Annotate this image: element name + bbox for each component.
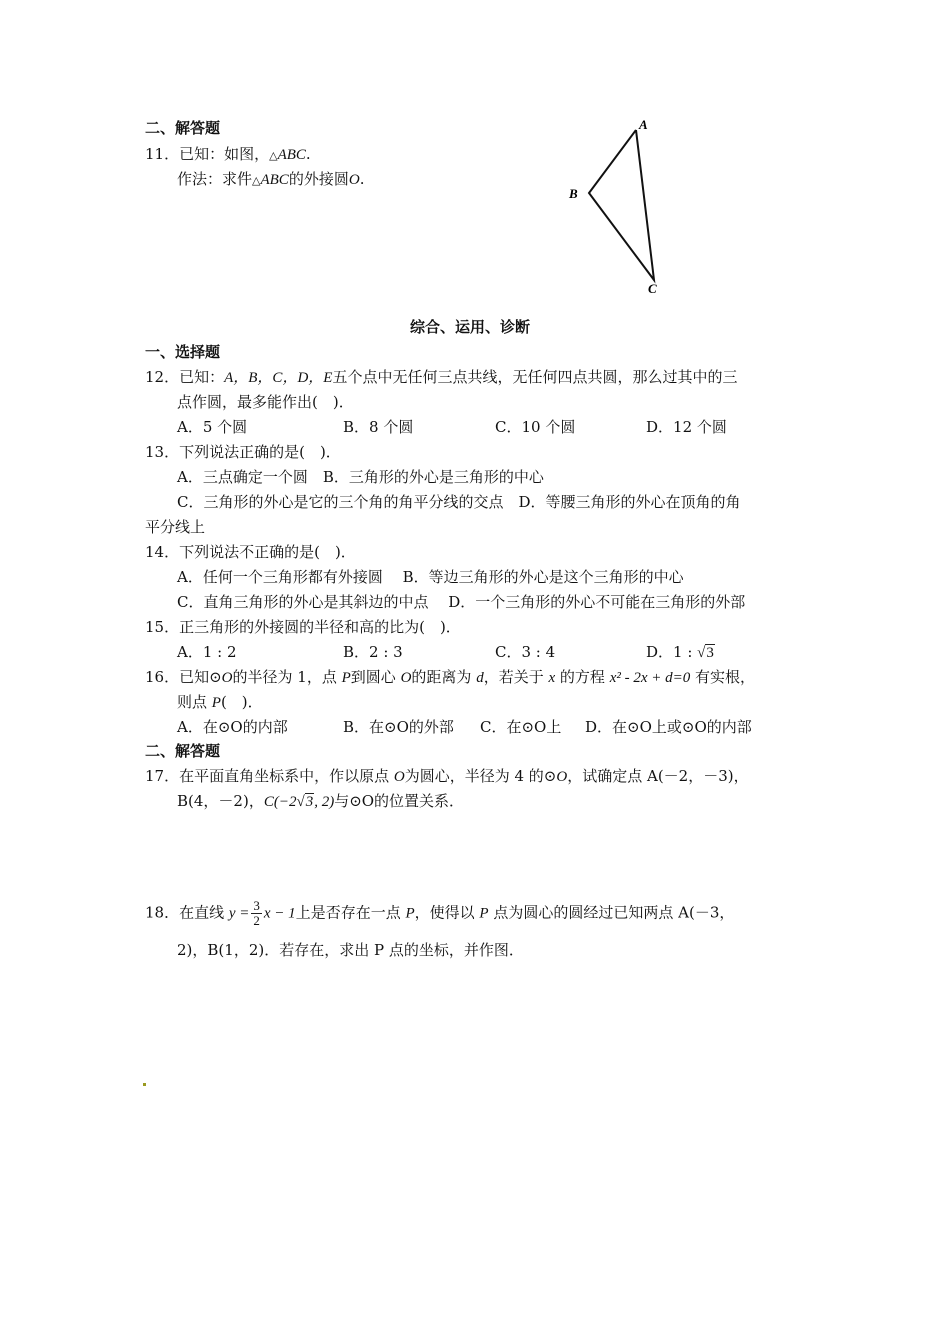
- point-c: C(−2√3, 2): [263, 794, 335, 810]
- variable: d: [476, 670, 484, 686]
- point-name: P: [341, 670, 351, 686]
- point-b: B(4，－2)，: [177, 792, 264, 810]
- question-15-option-c: C．3 : 4: [495, 643, 556, 661]
- text: 下列说法正确的是( )．: [179, 443, 341, 461]
- question-15-option-d: [646, 641, 715, 664]
- question-18-line-1: [145, 899, 734, 928]
- section-heading-answer: 二、解答题: [145, 119, 221, 137]
- text: 则点: [177, 693, 212, 711]
- text: ，试确定点: [567, 767, 647, 785]
- circle-name: O: [400, 670, 412, 686]
- question-16-option-c: C．在⊙O上: [480, 718, 562, 736]
- text: 五个点中无任何三点共线，无任何四点共圆，那么过其中的三: [332, 368, 738, 386]
- text: 下列说法不正确的是( )．: [179, 543, 356, 561]
- equation: x² - 2x + d=0: [609, 670, 691, 686]
- text: ，若关于: [483, 668, 549, 686]
- question-15-option-b: B．2 : 3: [343, 643, 403, 661]
- radicand: 3: [305, 794, 314, 810]
- text: 作法：求件: [177, 170, 253, 188]
- text: D．1 :: [646, 643, 698, 661]
- triangle-abc-figure: [560, 110, 680, 300]
- question-14-stem: [145, 541, 356, 563]
- section-title: 综合、运用、诊断: [410, 318, 531, 336]
- numerator: 3: [253, 898, 260, 913]
- vertex-label-b: B: [569, 186, 578, 201]
- point-names: A，B，C，D，E: [224, 370, 333, 386]
- circle-name: O: [348, 172, 360, 188]
- equation-lhs: y =: [228, 905, 250, 922]
- question-number: 14．: [145, 543, 180, 561]
- equation-rhs: x − 1: [263, 905, 296, 922]
- text: 有实根，: [690, 668, 756, 686]
- triangle-symbol: △: [252, 174, 261, 187]
- text: 已知：如图，: [179, 145, 270, 163]
- question-16-line-1: [145, 666, 755, 689]
- question-16-line-2: [177, 691, 263, 714]
- text: 已知⊙: [179, 668, 222, 686]
- question-13-options-ab: A．三点确定一个圆 B．三角形的外心是三角形的中心: [177, 468, 544, 486]
- text: ，使得以: [414, 903, 480, 922]
- triangle-symbol: △: [269, 149, 278, 162]
- text: 的半径为 1，点: [232, 668, 342, 686]
- question-14-options-cd: C．直角三角形的外心是其斜边的中点 D．一个三角形的外心不可能在三角形的外部: [177, 593, 746, 611]
- question-15-stem: [145, 616, 461, 638]
- question-15-option-a: A．1 : 2: [177, 643, 237, 661]
- question-16-option-d: D．在⊙O上或⊙O的内部: [585, 718, 752, 736]
- question-13-options-cont: 平分线上: [145, 518, 206, 536]
- text: 为圆心，半径为 4 的⊙: [404, 767, 557, 785]
- vertex-label-a: A: [639, 117, 648, 132]
- point-name: P: [405, 905, 415, 922]
- question-18-line-2: 2)，B(1，2)．若存在，求出 P 点的坐标，并作图．: [177, 941, 524, 959]
- text: 在平面直角坐标系中，作以原点: [179, 767, 394, 785]
- section-heading-choice: 一、选择题: [145, 343, 221, 361]
- question-11-line-2: [177, 168, 364, 192]
- vertex-label-c: C: [648, 281, 657, 296]
- question-14-options-ab: A．任何一个三角形都有外接圆 B．等边三角形的外心是这个三角形的中心: [177, 568, 684, 586]
- text: 在直线: [179, 903, 229, 922]
- sqrt-expression: √3: [697, 645, 714, 661]
- text: .: [359, 170, 365, 188]
- triangle-outline: [589, 130, 654, 280]
- question-16-option-a: A．在⊙O的内部: [177, 718, 288, 736]
- question-number: 15．: [145, 618, 180, 636]
- text: 的方程: [555, 668, 610, 686]
- question-number: 17．: [145, 767, 180, 785]
- question-11-line-1: [145, 143, 311, 167]
- question-12-option-d: D．12 个圆: [646, 418, 727, 436]
- question-13-stem: [145, 441, 341, 463]
- text: 正三角形的外接圆的半径和高的比为( )．: [179, 618, 461, 636]
- point-name: P: [479, 905, 489, 922]
- radicand: 3: [706, 645, 714, 661]
- question-17-line-2: [177, 790, 464, 813]
- question-12-line-2: 点作圆，最多能作出( )．: [177, 393, 354, 411]
- question-number: 16．: [145, 668, 180, 686]
- variable: x: [548, 670, 556, 686]
- question-17-line-1: [145, 765, 749, 788]
- text: ( )．: [220, 693, 263, 711]
- question-number: 18．: [145, 903, 180, 922]
- circle-name: O: [221, 670, 233, 686]
- text: 的外接圆: [288, 170, 349, 188]
- triangle-name: ABC: [260, 172, 289, 188]
- text: 与⊙O的位置关系．: [334, 792, 465, 810]
- text: 的距离为: [411, 668, 477, 686]
- denominator: 2: [253, 913, 260, 928]
- question-number: 11．: [145, 145, 180, 163]
- text: .: [305, 145, 311, 163]
- point-a: A(－2，－3)，: [647, 767, 749, 785]
- text: 上是否存在一点: [295, 903, 406, 922]
- question-12-line-1: [145, 366, 737, 389]
- circle-name: O: [556, 769, 568, 785]
- stray-mark: [143, 1083, 146, 1086]
- triangle-name: ABC: [277, 147, 306, 163]
- question-13-options-cd: C．三角形的外心是它的三个角的角平分线的交点 D．等腰三角形的外心在顶角的角: [177, 493, 741, 511]
- text: 已知：: [179, 368, 225, 386]
- text: , 2): [314, 794, 335, 810]
- fraction: [251, 899, 262, 928]
- question-number: 12．: [145, 368, 180, 386]
- question-12-option-b: B．8 个圆: [343, 418, 414, 436]
- section-heading-answer-2: 二、解答题: [145, 742, 221, 760]
- circle-name: O: [393, 769, 405, 785]
- question-12-option-a: A．5 个圆: [177, 418, 248, 436]
- question-16-option-b: B．在⊙O的外部: [343, 718, 454, 736]
- text: 点为圆心的圆经过已知两点: [488, 903, 679, 922]
- text: C(−2: [263, 794, 297, 810]
- point-name: P: [211, 695, 221, 711]
- text: 到圆心: [350, 668, 401, 686]
- question-number: 13．: [145, 443, 180, 461]
- question-12-option-c: C．10 个圆: [495, 418, 576, 436]
- point-a: A(－3，: [678, 903, 735, 922]
